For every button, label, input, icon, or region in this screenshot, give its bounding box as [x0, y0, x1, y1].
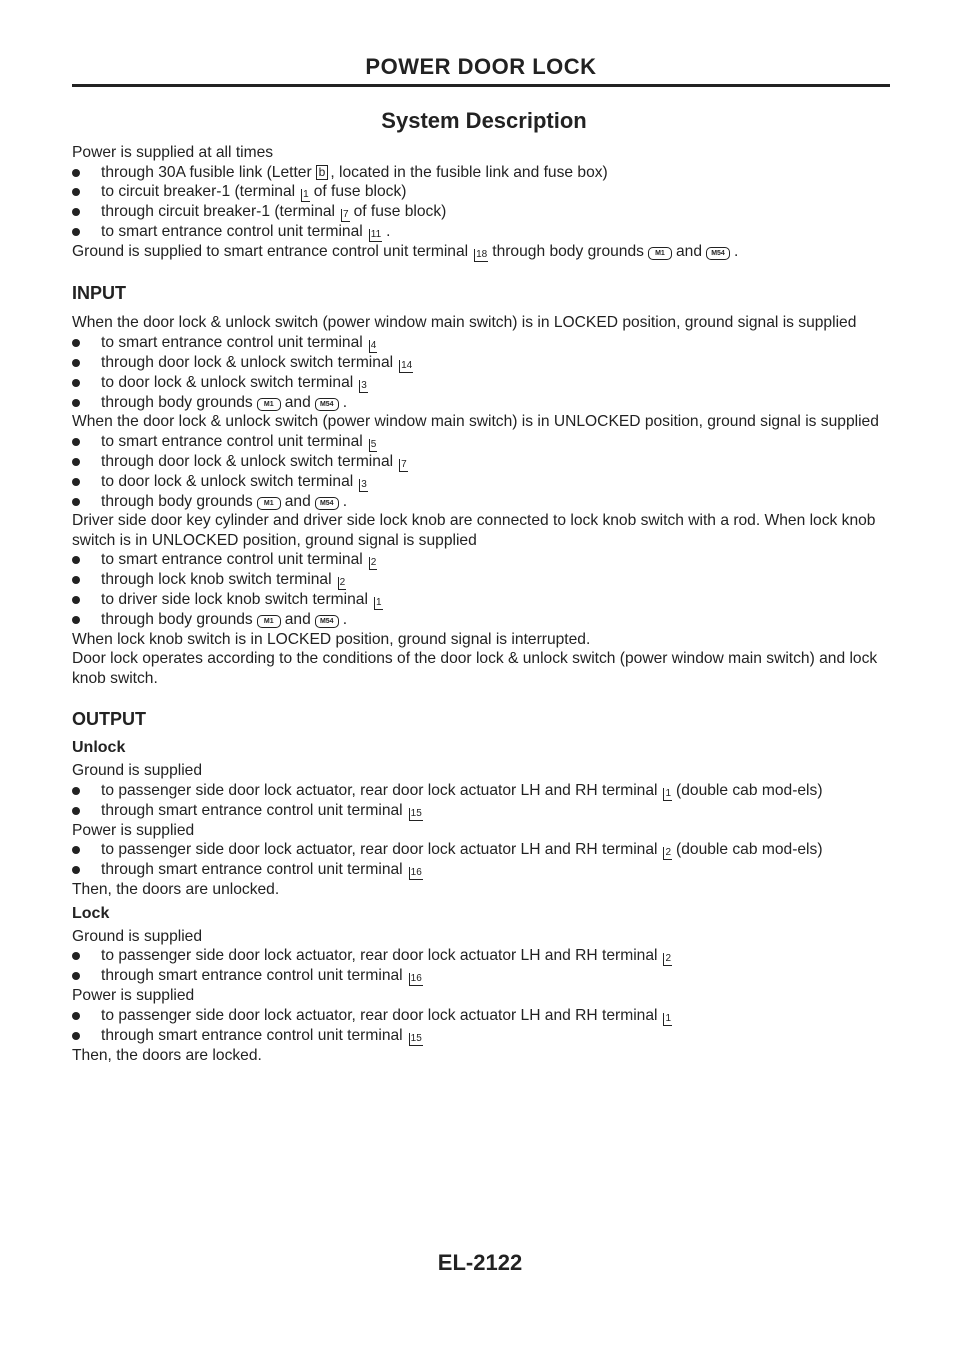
lock-result: Then, the doors are locked. [72, 1046, 262, 1064]
terminal-number-icon: 2 [339, 577, 346, 588]
bullet-icon [72, 228, 80, 236]
bullet-icon [72, 866, 80, 874]
ground-connector-icon: M1 [257, 615, 281, 628]
terminal-number-icon: 16 [410, 973, 422, 984]
page-number: EL-2122 [437, 1250, 523, 1275]
bullet-icon [72, 169, 80, 177]
bullet-icon [72, 379, 80, 387]
bullet-text: through smart entrance control unit terminal [101, 861, 403, 878]
bullet-item [72, 966, 896, 986]
bullet-item [72, 333, 896, 353]
bullet-text: (double cab mod-els) [676, 781, 823, 799]
bullet-icon [72, 596, 80, 604]
bullet-icon [72, 208, 80, 216]
ground-connector-icon: M54 [315, 497, 339, 510]
bullet-item [72, 781, 896, 801]
bullet-icon [72, 952, 80, 960]
bullet-item [72, 432, 896, 452]
bullet-text: through door lock & unlock switch terminal [101, 452, 394, 470]
bullet-icon [72, 556, 80, 564]
bullet-icon [72, 972, 80, 980]
bullet-text: to smart entrance control unit terminal [101, 223, 363, 240]
bullet-item [72, 860, 896, 880]
bullet-text: , located in the fusible link and fuse box) [330, 163, 608, 181]
bullet-item [72, 393, 896, 413]
bullet-text: through body grounds [101, 393, 253, 411]
bullet-text: through body grounds [101, 492, 253, 510]
bullet-item [72, 353, 896, 373]
bullet-icon [72, 478, 80, 486]
terminal-number-icon: 3 [361, 478, 367, 490]
bullet-item [72, 373, 896, 393]
bullet-text: to smart entrance control unit terminal [101, 333, 363, 351]
input-paragraph: When lock knob switch is in LOCKED position, ground signal is interrupted. [72, 630, 591, 648]
bullet-icon [72, 787, 80, 795]
bullet-text: to passenger side door lock actuator, rear door lock actuator LH and RH terminal [101, 841, 658, 858]
bullet-text: to circuit breaker-1 (terminal [101, 183, 296, 200]
terminal-number-icon: 1 [375, 597, 382, 608]
section-title: System Description [381, 108, 587, 133]
unlock-power-intro: Power is supplied [72, 821, 195, 839]
lock-power-intro: Power is supplied [72, 987, 195, 1004]
ground-connector-icon: M54 [315, 398, 339, 411]
bullet-icon [72, 1032, 80, 1040]
bullet-text: to door lock & unlock switch terminal [101, 373, 354, 391]
terminal-number-icon: 1 [665, 787, 672, 799]
input-heading: INPUT [72, 283, 126, 303]
bullet-text: through smart entrance control unit terminal [101, 967, 403, 984]
bullet-text: through door lock & unlock switch terminal [101, 353, 394, 371]
ground-connector-icon: M1 [257, 497, 281, 510]
power-intro: Power is supplied at all times [72, 144, 274, 161]
bullet-item [72, 222, 896, 242]
bullet-item [72, 550, 896, 570]
bullet-icon [72, 576, 80, 584]
ground-line-text: . [734, 243, 739, 260]
bullet-item [72, 1026, 896, 1046]
input-paragraph: When the door lock & unlock switch (power window main switch) is in LOCKED position, ground signal is supplied [72, 314, 857, 331]
bullet-text: through smart entrance control unit terminal [101, 801, 403, 819]
terminal-number-icon: 1 [303, 189, 309, 200]
input-paragraph: Driver side door key cylinder and driver side lock knob are connected to lock knob switch with a rod. When lock knob switch is in UNLOCKED position, ground signal is supplied [72, 512, 876, 549]
bullet-text: and [284, 393, 311, 411]
bullet-text: to passenger side door lock actuator, rear door lock actuator LH and RH terminal [101, 781, 658, 799]
terminal-number-icon: 7 [401, 458, 407, 470]
bullet-item [72, 452, 896, 472]
bullet-text: of fuse block) [313, 183, 407, 200]
bullet-icon [72, 616, 80, 624]
bullet-text: to door lock & unlock switch terminal [101, 472, 354, 490]
bullet-icon [72, 807, 80, 815]
bullet-text: through circuit breaker-1 (terminal [101, 203, 335, 220]
bullet-text: to driver side lock knob switch terminal [101, 591, 368, 608]
terminal-number-icon: 15 [410, 1032, 422, 1044]
ground-line-text: Ground is supplied to smart entrance control unit terminal [72, 243, 469, 260]
terminal-number-icon: 2 [370, 557, 377, 568]
lock-heading: Lock [72, 904, 110, 922]
bullet-icon [72, 1012, 80, 1020]
terminal-number-icon: 4 [370, 339, 377, 351]
lock-ground-intro: Ground is supplied [72, 927, 203, 945]
bullet-text: through lock knob switch terminal [101, 571, 332, 588]
bullet-icon [72, 498, 80, 506]
bullet-icon [72, 359, 80, 367]
bullet-text: to smart entrance control unit terminal [101, 551, 363, 568]
bullet-icon [72, 339, 80, 347]
ground-connector-icon: M54 [706, 247, 730, 260]
input-paragraph: Door lock operates according to the conditions of the door lock & unlock switch (power window main switch) and lock knob switch. [72, 650, 878, 687]
terminal-number-icon: 3 [361, 379, 367, 391]
bullet-item [72, 840, 896, 860]
bullet-item [72, 610, 896, 630]
bullet-text: to smart entrance control unit terminal [101, 432, 363, 450]
bullet-icon [72, 188, 80, 196]
bullet-icon [72, 399, 80, 407]
bullet-text: . [342, 611, 348, 628]
ground-line [72, 242, 896, 262]
terminal-number-icon: 7 [343, 209, 349, 220]
terminal-number-icon: 2 [665, 953, 672, 964]
input-paragraph: When the door lock & unlock switch (power window main switch) is in UNLOCKED position, ground signal is supplied [72, 413, 879, 430]
bullet-text: and [284, 492, 311, 510]
bullet-item [72, 472, 896, 492]
bullet-text: through 30A fusible link (Letter [101, 163, 312, 181]
page-header-title: POWER DOOR LOCK [365, 54, 597, 79]
bullet-item [72, 492, 896, 512]
bullet-text: (double cab mod-els) [676, 841, 823, 858]
document-body [72, 108, 896, 1065]
terminal-number-icon: 2 [665, 847, 672, 858]
terminal-number-icon: 16 [410, 867, 422, 878]
bullet-item [72, 202, 896, 222]
bullet-text: . [342, 393, 348, 411]
terminal-number-icon: 5 [370, 438, 377, 450]
bullet-icon [72, 846, 80, 854]
terminal-number-icon: 18 [476, 249, 488, 260]
bullet-icon [72, 438, 80, 446]
bullet-text: to passenger side door lock actuator, rear door lock actuator LH and RH terminal [101, 1006, 658, 1024]
bullet-item [72, 801, 896, 821]
bullet-text: through smart entrance control unit terminal [101, 1026, 403, 1044]
unlock-result: Then, the doors are unlocked. [72, 881, 280, 898]
terminal-number-icon: 1 [665, 1012, 672, 1024]
fusible-link-letter-icon: b [316, 165, 329, 180]
header-rule [72, 84, 890, 87]
bullet-item [72, 946, 896, 966]
bullet-item [72, 182, 896, 202]
bullet-text: through body grounds [101, 611, 253, 628]
bullet-item [72, 590, 896, 610]
output-heading: OUTPUT [72, 709, 146, 729]
bullet-icon [72, 458, 80, 466]
bullet-item [72, 1006, 896, 1026]
unlock-heading: Unlock [72, 739, 126, 756]
bullet-text: to passenger side door lock actuator, rear door lock actuator LH and RH terminal [101, 947, 658, 964]
bullet-text: . [342, 492, 348, 510]
ground-connector-icon: M1 [648, 247, 672, 260]
unlock-ground-intro: Ground is supplied [72, 762, 203, 779]
page-header [72, 54, 890, 80]
bullet-item [72, 570, 896, 590]
bullet-item [72, 163, 896, 183]
terminal-number-icon: 14 [401, 359, 413, 371]
bullet-text: of fuse block) [353, 203, 447, 220]
ground-line-text: and [675, 243, 702, 260]
bullet-text: . [386, 223, 391, 240]
terminal-number-icon: 15 [410, 807, 422, 819]
ground-line-text: through body grounds [492, 243, 644, 260]
ground-connector-icon: M1 [257, 398, 281, 411]
terminal-number-icon: 11 [370, 229, 382, 240]
ground-connector-icon: M54 [315, 615, 339, 628]
bullet-text: and [284, 611, 311, 628]
